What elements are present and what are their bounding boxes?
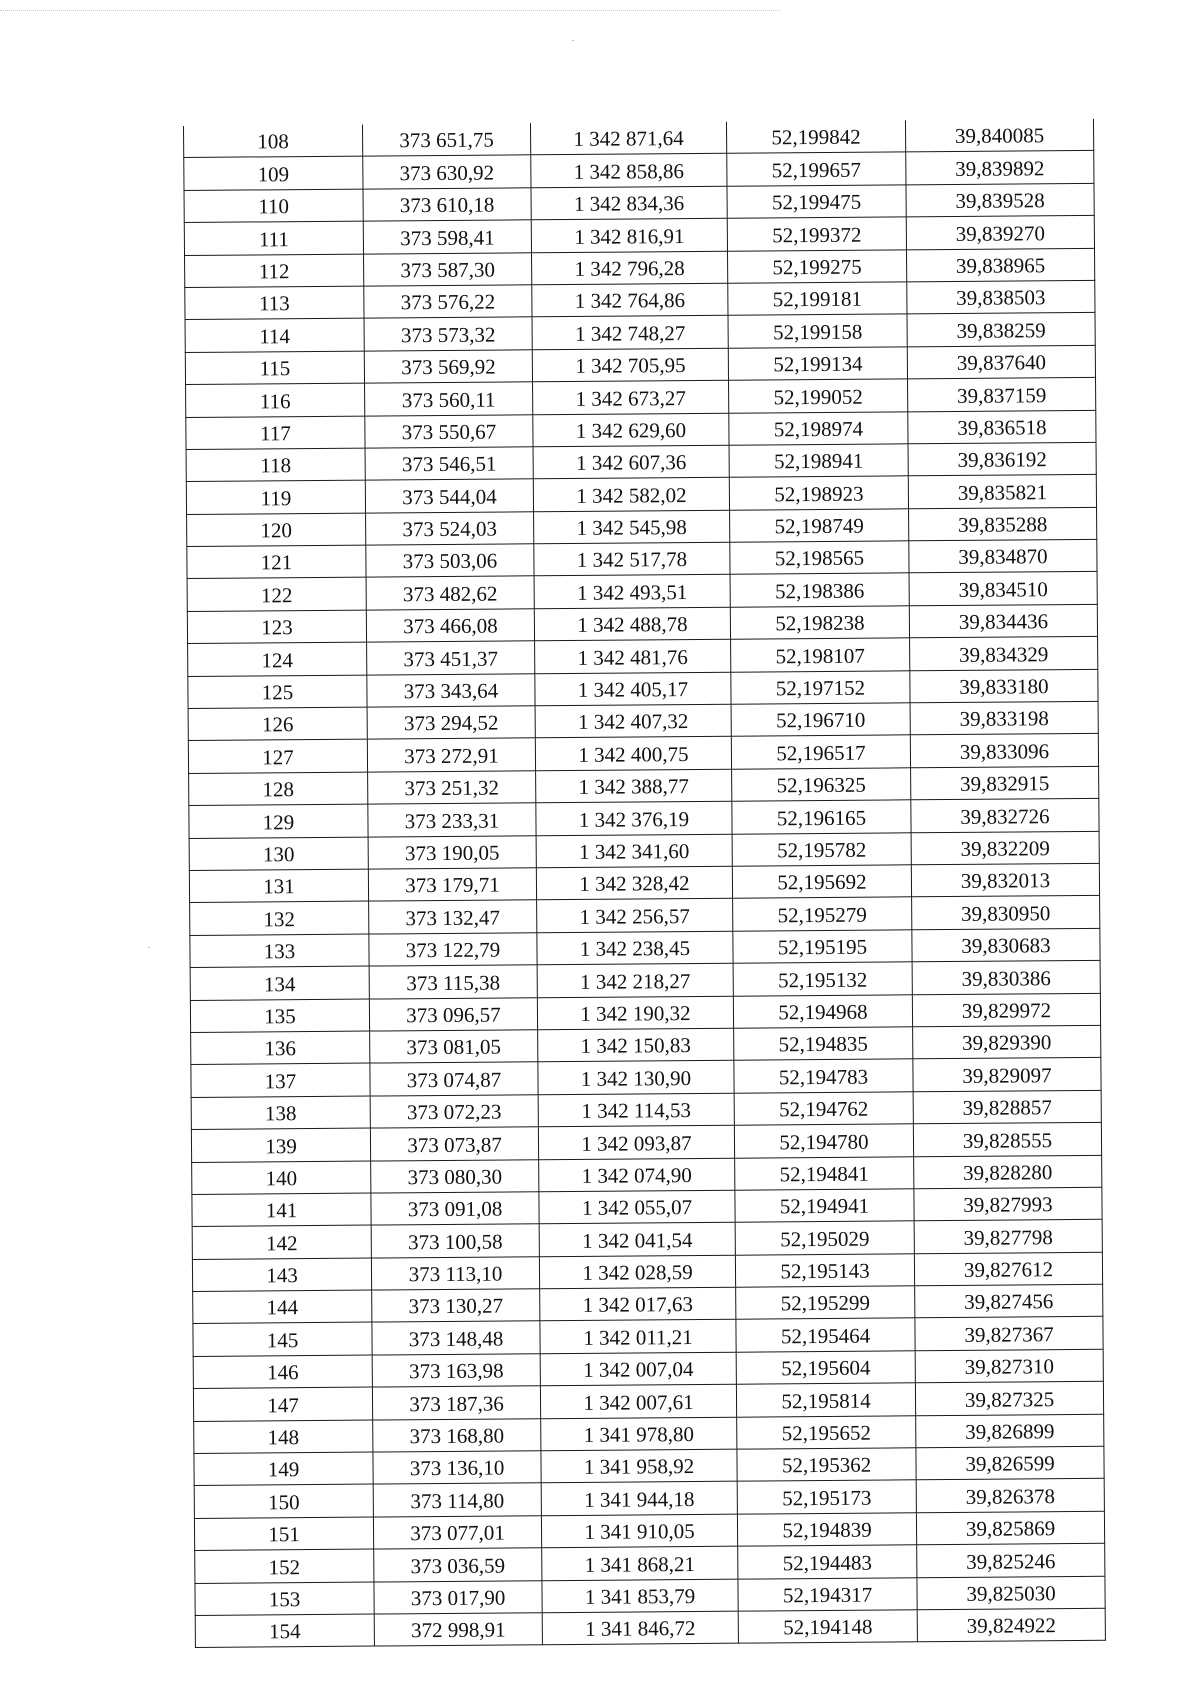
point-number-cell: 129 (189, 804, 368, 838)
longitude-cell: 39,828280 (914, 1155, 1102, 1189)
longitude-cell: 39,825246 (917, 1543, 1105, 1577)
x-coordinate-cell: 373 587,30 (364, 252, 532, 286)
latitude-cell: 52,198107 (731, 638, 910, 672)
y-coordinate-cell: 1 342 150,83 (538, 1028, 734, 1062)
latitude-cell: 52,196325 (732, 768, 911, 802)
latitude-cell: 52,199372 (727, 217, 906, 251)
point-number-cell: 113 (185, 286, 364, 320)
latitude-cell: 52,199134 (728, 347, 907, 381)
coordinates-table (183, 119, 1106, 1648)
latitude-cell: 52,195604 (736, 1351, 915, 1385)
point-number-cell: 109 (184, 156, 363, 190)
latitude-cell: 52,194968 (733, 994, 912, 1028)
x-coordinate-cell: 373 130,27 (372, 1289, 540, 1323)
longitude-cell: 39,826899 (916, 1414, 1104, 1448)
longitude-cell: 39,839892 (906, 151, 1094, 185)
latitude-cell: 52,198565 (730, 541, 909, 575)
point-number-cell: 140 (192, 1161, 371, 1195)
y-coordinate-cell: 1 341 910,05 (541, 1514, 737, 1548)
longitude-cell: 39,829390 (913, 1025, 1101, 1059)
latitude-cell: 52,198974 (729, 411, 908, 445)
point-number-cell: 125 (188, 675, 367, 709)
longitude-cell: 39,825030 (917, 1576, 1105, 1610)
y-coordinate-cell: 1 342 488,78 (534, 607, 730, 641)
latitude-cell: 52,198238 (730, 606, 909, 640)
latitude-cell: 52,195279 (733, 897, 912, 931)
point-number-cell: 108 (183, 125, 362, 158)
point-number-cell: 123 (187, 610, 366, 644)
latitude-cell: 52,199158 (728, 314, 907, 348)
latitude-cell: 52,195173 (737, 1480, 916, 1514)
longitude-cell: 39,832915 (911, 766, 1099, 800)
point-number-cell: 153 (195, 1582, 374, 1616)
longitude-cell: 39,827325 (915, 1382, 1103, 1416)
point-number-cell: 127 (188, 739, 367, 773)
point-number-cell: 117 (186, 416, 365, 450)
longitude-cell: 39,834870 (909, 539, 1097, 573)
coordinates-table-body (183, 119, 1105, 1648)
y-coordinate-cell: 1 342 405,17 (535, 672, 731, 706)
x-coordinate-cell: 373 168,80 (373, 1418, 541, 1452)
x-coordinate-cell: 373 251,32 (368, 771, 536, 805)
table-row (195, 1608, 1105, 1648)
latitude-cell: 52,195782 (732, 832, 911, 866)
x-coordinate-cell: 373 294,52 (367, 706, 535, 740)
y-coordinate-cell: 1 342 545,98 (534, 510, 730, 544)
y-coordinate-cell: 1 342 764,86 (532, 283, 728, 317)
point-number-cell: 116 (186, 383, 365, 417)
y-coordinate-cell: 1 342 407,32 (535, 704, 731, 738)
latitude-cell: 52,195464 (736, 1318, 915, 1352)
y-coordinate-cell: 1 341 944,18 (541, 1482, 737, 1516)
x-coordinate-cell: 373 598,41 (363, 220, 531, 254)
latitude-cell: 52,195692 (732, 865, 911, 899)
x-coordinate-cell: 373 080,30 (371, 1159, 539, 1193)
longitude-cell: 39,825869 (916, 1511, 1104, 1545)
x-coordinate-cell: 373 343,64 (367, 673, 535, 707)
longitude-cell: 39,834510 (909, 572, 1097, 606)
x-coordinate-cell: 373 179,71 (368, 868, 536, 902)
longitude-cell: 39,834329 (910, 637, 1098, 671)
x-coordinate-cell: 373 573,32 (364, 317, 532, 351)
longitude-cell: 39,839528 (906, 183, 1094, 217)
latitude-cell: 52,197152 (731, 670, 910, 704)
point-number-cell: 114 (185, 318, 364, 352)
x-coordinate-cell: 373 136,10 (373, 1451, 541, 1485)
point-number-cell: 126 (188, 707, 367, 741)
longitude-cell: 39,836192 (908, 442, 1096, 476)
longitude-cell: 39,827993 (914, 1187, 1102, 1221)
point-number-cell: 137 (191, 1063, 370, 1097)
point-number-cell: 135 (190, 999, 369, 1033)
point-number-cell: 151 (194, 1517, 373, 1551)
y-coordinate-cell: 1 341 846,72 (542, 1611, 738, 1645)
x-coordinate-cell: 373 072,23 (370, 1094, 538, 1128)
longitude-cell: 39,829097 (913, 1058, 1101, 1092)
longitude-cell: 39,838259 (907, 313, 1095, 347)
y-coordinate-cell: 1 342 190,32 (537, 996, 733, 1030)
x-coordinate-cell: 373 036,59 (374, 1548, 542, 1582)
point-number-cell: 147 (193, 1387, 372, 1421)
y-coordinate-cell: 1 342 816,91 (531, 218, 727, 252)
point-number-cell: 120 (187, 513, 366, 547)
y-coordinate-cell: 1 342 074,90 (539, 1158, 735, 1192)
y-coordinate-cell: 1 341 868,21 (542, 1546, 738, 1580)
point-number-cell: 134 (190, 966, 369, 1000)
latitude-cell: 52,194941 (735, 1189, 914, 1223)
longitude-cell: 39,837640 (907, 345, 1095, 379)
longitude-cell: 39,828857 (913, 1090, 1101, 1124)
longitude-cell: 39,835821 (908, 475, 1096, 509)
y-coordinate-cell: 1 342 011,21 (540, 1320, 736, 1354)
longitude-cell: 39,827456 (915, 1284, 1103, 1318)
x-coordinate-cell: 373 132,47 (369, 900, 537, 934)
longitude-cell: 39,840085 (905, 119, 1093, 152)
longitude-cell: 39,833096 (910, 734, 1098, 768)
x-coordinate-cell: 373 122,79 (369, 933, 537, 967)
latitude-cell: 52,199475 (727, 185, 906, 219)
latitude-cell: 52,194317 (738, 1577, 917, 1611)
y-coordinate-cell: 1 342 028,59 (539, 1255, 735, 1289)
y-coordinate-cell: 1 341 958,92 (541, 1449, 737, 1483)
y-coordinate-cell: 1 342 858,86 (531, 154, 727, 188)
x-coordinate-cell: 372 998,91 (374, 1613, 542, 1647)
longitude-cell: 39,830950 (912, 896, 1100, 930)
x-coordinate-cell: 373 524,03 (366, 511, 534, 545)
x-coordinate-cell: 373 163,98 (372, 1354, 540, 1388)
longitude-cell: 39,830386 (912, 960, 1100, 994)
x-coordinate-cell: 373 272,91 (367, 738, 535, 772)
point-number-cell: 142 (192, 1225, 371, 1259)
latitude-cell: 52,196165 (732, 800, 911, 834)
x-coordinate-cell: 373 113,10 (371, 1256, 539, 1290)
y-coordinate-cell: 1 342 493,51 (534, 575, 730, 609)
latitude-cell: 52,195143 (735, 1253, 914, 1287)
point-number-cell: 130 (189, 837, 368, 871)
y-coordinate-cell: 1 342 218,27 (537, 963, 733, 997)
y-coordinate-cell: 1 342 582,02 (533, 478, 729, 512)
latitude-cell: 52,194780 (734, 1124, 913, 1158)
longitude-cell: 39,832013 (911, 863, 1099, 897)
longitude-cell: 39,828555 (913, 1122, 1101, 1156)
latitude-cell: 52,195814 (736, 1383, 915, 1417)
point-number-cell: 146 (193, 1355, 372, 1389)
longitude-cell: 39,833180 (910, 669, 1098, 703)
point-number-cell: 138 (191, 1096, 370, 1130)
y-coordinate-cell: 1 342 238,45 (537, 931, 733, 965)
y-coordinate-cell: 1 342 705,95 (532, 348, 728, 382)
y-coordinate-cell: 1 342 017,63 (540, 1287, 736, 1321)
longitude-cell: 39,830683 (912, 928, 1100, 962)
latitude-cell: 52,194835 (734, 1027, 913, 1061)
latitude-cell: 52,199842 (726, 120, 905, 153)
x-coordinate-cell: 373 148,48 (372, 1321, 540, 1355)
latitude-cell: 52,194841 (735, 1156, 914, 1190)
point-number-cell: 111 (184, 221, 363, 255)
longitude-cell: 39,827798 (914, 1220, 1102, 1254)
x-coordinate-cell: 373 114,80 (373, 1483, 541, 1517)
point-number-cell: 128 (189, 772, 368, 806)
longitude-cell: 39,836518 (908, 410, 1096, 444)
longitude-cell: 39,835288 (909, 507, 1097, 541)
x-coordinate-cell: 373 017,90 (374, 1580, 542, 1614)
x-coordinate-cell: 373 091,08 (371, 1192, 539, 1226)
latitude-cell: 52,198386 (730, 573, 909, 607)
longitude-cell: 39,838503 (907, 280, 1095, 314)
x-coordinate-cell: 373 550,67 (365, 414, 533, 448)
longitude-cell: 39,826599 (916, 1446, 1104, 1480)
point-number-cell: 145 (193, 1323, 372, 1357)
x-coordinate-cell: 373 503,06 (366, 544, 534, 578)
x-coordinate-cell: 373 560,11 (365, 382, 533, 416)
point-number-cell: 144 (193, 1290, 372, 1324)
latitude-cell: 52,195195 (733, 930, 912, 964)
x-coordinate-cell: 373 576,22 (364, 285, 532, 319)
latitude-cell: 52,194148 (738, 1610, 917, 1644)
longitude-cell: 39,832209 (911, 831, 1099, 865)
point-number-cell: 124 (188, 642, 367, 676)
latitude-cell: 52,194762 (734, 1092, 913, 1126)
point-number-cell: 119 (186, 480, 365, 514)
x-coordinate-cell: 373 074,87 (370, 1062, 538, 1096)
longitude-cell: 39,839270 (906, 216, 1094, 250)
longitude-cell: 39,838965 (906, 248, 1094, 282)
x-coordinate-cell: 373 651,75 (362, 123, 530, 156)
y-coordinate-cell: 1 342 328,42 (536, 866, 732, 900)
point-number-cell: 133 (190, 934, 369, 968)
y-coordinate-cell: 1 342 007,61 (540, 1384, 736, 1418)
point-number-cell: 152 (195, 1549, 374, 1583)
y-coordinate-cell: 1 342 256,57 (537, 899, 733, 933)
y-coordinate-cell: 1 342 629,60 (533, 413, 729, 447)
point-number-cell: 149 (194, 1452, 373, 1486)
x-coordinate-cell: 373 610,18 (363, 188, 531, 222)
latitude-cell: 52,199657 (727, 152, 906, 186)
y-coordinate-cell: 1 342 607,36 (533, 445, 729, 479)
point-number-cell: 131 (189, 869, 368, 903)
x-coordinate-cell: 373 544,04 (365, 479, 533, 513)
y-coordinate-cell: 1 342 114,53 (538, 1093, 734, 1127)
longitude-cell: 39,827310 (915, 1349, 1103, 1383)
point-number-cell: 139 (191, 1128, 370, 1162)
point-number-cell: 112 (185, 254, 364, 288)
latitude-cell: 52,195029 (735, 1221, 914, 1255)
scan-speck (572, 40, 574, 41)
scan-speck (148, 947, 150, 948)
x-coordinate-cell: 373 081,05 (370, 1030, 538, 1064)
longitude-cell: 39,833198 (910, 701, 1098, 735)
y-coordinate-cell: 1 342 130,90 (538, 1061, 734, 1095)
latitude-cell: 52,198923 (729, 476, 908, 510)
point-number-cell: 121 (187, 545, 366, 579)
point-number-cell: 132 (190, 901, 369, 935)
x-coordinate-cell: 373 482,62 (366, 576, 534, 610)
x-coordinate-cell: 373 466,08 (366, 609, 534, 643)
point-number-cell: 150 (194, 1484, 373, 1518)
point-number-cell: 115 (185, 351, 364, 385)
y-coordinate-cell: 1 342 376,19 (536, 801, 732, 835)
latitude-cell: 52,194839 (737, 1513, 916, 1547)
y-coordinate-cell: 1 342 871,64 (530, 122, 726, 155)
x-coordinate-cell: 373 546,51 (365, 447, 533, 481)
point-number-cell: 136 (191, 1031, 370, 1065)
point-number-cell: 148 (194, 1420, 373, 1454)
x-coordinate-cell: 373 569,92 (364, 349, 532, 383)
y-coordinate-cell: 1 342 400,75 (535, 737, 731, 771)
x-coordinate-cell: 373 115,38 (369, 965, 537, 999)
y-coordinate-cell: 1 342 796,28 (532, 251, 728, 285)
latitude-cell: 52,196517 (731, 735, 910, 769)
latitude-cell: 52,199275 (727, 249, 906, 283)
longitude-cell: 39,837159 (908, 377, 1096, 411)
latitude-cell: 52,195362 (737, 1448, 916, 1482)
y-coordinate-cell: 1 342 093,87 (538, 1125, 734, 1159)
latitude-cell: 52,195652 (737, 1415, 916, 1449)
x-coordinate-cell: 373 187,36 (372, 1386, 540, 1420)
scan-edge-line (0, 10, 780, 11)
latitude-cell: 52,198749 (730, 509, 909, 543)
x-coordinate-cell: 373 073,87 (370, 1127, 538, 1161)
longitude-cell: 39,826378 (916, 1479, 1104, 1513)
x-coordinate-cell: 373 451,37 (367, 641, 535, 675)
latitude-cell: 52,199181 (728, 282, 907, 316)
x-coordinate-cell: 373 630,92 (363, 155, 531, 189)
y-coordinate-cell: 1 342 041,54 (539, 1222, 735, 1256)
longitude-cell: 39,827612 (914, 1252, 1102, 1286)
y-coordinate-cell: 1 342 481,76 (535, 639, 731, 673)
longitude-cell: 39,832726 (911, 799, 1099, 833)
x-coordinate-cell: 373 096,57 (369, 997, 537, 1031)
y-coordinate-cell: 1 342 517,78 (534, 542, 730, 576)
x-coordinate-cell: 373 100,58 (371, 1224, 539, 1258)
longitude-cell: 39,834436 (909, 604, 1097, 638)
y-coordinate-cell: 1 342 341,60 (536, 834, 732, 868)
latitude-cell: 52,195299 (736, 1286, 915, 1320)
point-number-cell: 141 (192, 1193, 371, 1227)
y-coordinate-cell: 1 342 834,36 (531, 186, 727, 220)
longitude-cell: 39,824922 (917, 1608, 1105, 1642)
point-number-cell: 110 (184, 189, 363, 223)
y-coordinate-cell: 1 342 748,27 (532, 316, 728, 350)
longitude-cell: 39,827367 (915, 1317, 1103, 1351)
latitude-cell: 52,194783 (734, 1059, 913, 1093)
x-coordinate-cell: 373 077,01 (373, 1516, 541, 1550)
latitude-cell: 52,198941 (729, 444, 908, 478)
latitude-cell: 52,199052 (729, 379, 908, 413)
latitude-cell: 52,194483 (738, 1545, 917, 1579)
longitude-cell: 39,829972 (912, 993, 1100, 1027)
y-coordinate-cell: 1 342 055,07 (539, 1190, 735, 1224)
point-number-cell: 154 (195, 1614, 374, 1648)
point-number-cell: 122 (187, 578, 366, 612)
y-coordinate-cell: 1 341 853,79 (542, 1579, 738, 1613)
x-coordinate-cell: 373 190,05 (368, 835, 536, 869)
latitude-cell: 52,196710 (731, 703, 910, 737)
y-coordinate-cell: 1 342 007,04 (540, 1352, 736, 1386)
x-coordinate-cell: 373 233,31 (368, 803, 536, 837)
point-number-cell: 118 (186, 448, 365, 482)
y-coordinate-cell: 1 342 388,77 (536, 769, 732, 803)
y-coordinate-cell: 1 341 978,80 (541, 1417, 737, 1451)
point-number-cell: 143 (192, 1258, 371, 1292)
latitude-cell: 52,195132 (733, 962, 912, 996)
y-coordinate-cell: 1 342 673,27 (533, 380, 729, 414)
